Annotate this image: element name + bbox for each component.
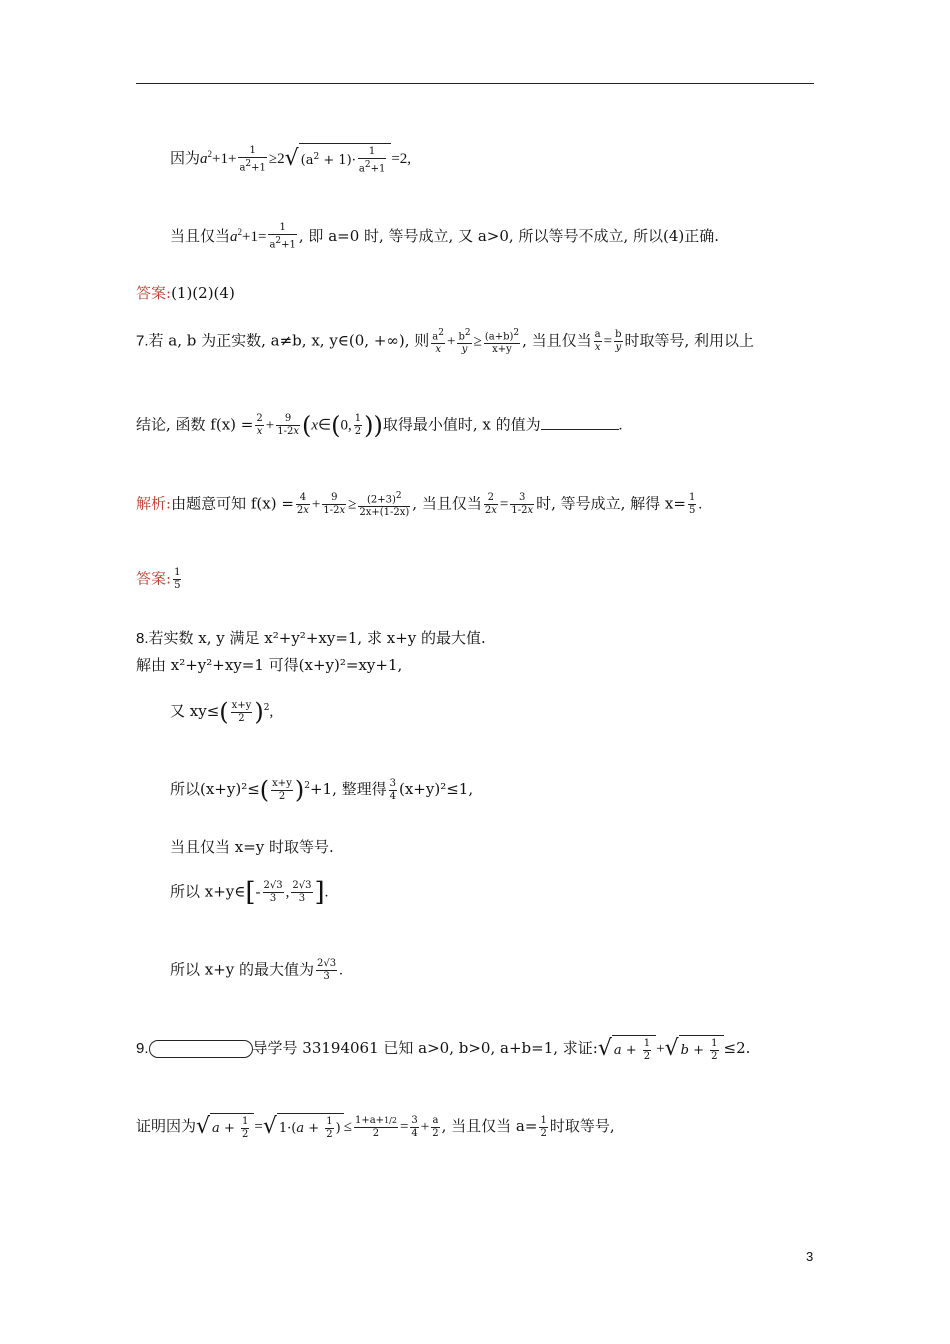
question-number: 7. <box>136 332 149 350</box>
question-9-line-1: 9. 导学号 33194061 已知 a>0, b>0, a+b=1, 求证:√ a + $\frac{1}{2}$ +√ b + $\frac{1}{2}$ ≤2. <box>136 1036 751 1062</box>
guide-badge <box>149 1040 253 1058</box>
question-7-text-c: 时取等号, 利用以上 <box>624 331 755 350</box>
answer-label: 答案: <box>136 284 172 302</box>
question-7-text-b: , 当且仅当 <box>522 331 592 350</box>
text-line-1: 因为$a^2+1+$ $\frac{1}{a^2+1}$ ≥2√ $(a^2 + 1)\cdot$ $\frac{1}{a^2+1}$ =2, <box>170 144 412 175</box>
question-number: 8. <box>136 630 149 647</box>
question-8-text-d: 所以(x+y)²≤ <box>170 780 260 798</box>
page-number: 3 <box>806 1249 814 1264</box>
question-8-line-2 <box>136 655 402 675</box>
answer-label: 答案: <box>136 569 172 588</box>
analysis-text-a: 由题意可知 f(x) = <box>171 494 294 513</box>
text-dangqie: 当且仅当 <box>170 227 231 245</box>
question-8-text-g: 当且仅当 x=y 时取等号. <box>170 838 334 856</box>
question-8-text-b: 解由 x²+y²+xy=1 可得(x+y)²=xy+1, <box>136 656 403 674</box>
answer-7: 答案: $\frac{1}{5}$ <box>136 567 181 591</box>
analysis-label: 解析: <box>136 494 172 513</box>
question-9-text-c: , 当且仅当 a= <box>441 1117 538 1135</box>
analysis-text-c: 时, 等号成立, 解得 x= <box>536 494 686 513</box>
question-number: 9. <box>136 1040 149 1057</box>
analysis-text-b: , 当且仅当 <box>412 494 482 513</box>
text-line-2: 当且仅当$a^2+1=$ $\frac{1}{a^2+1}$ , 即 a=0 时, 等号成立, 又 a>0, 所以等号不成立, 所以(4)正确. <box>170 222 720 251</box>
proof-label: 证明因为 <box>136 1117 197 1135</box>
question-9-text-a: 导学号 33194061 已知 a>0, b>0, a+b=1, 求证: <box>252 1039 598 1057</box>
text-dangqie-tail: , 即 a=0 时, 等号成立, 又 a>0, 所以等号不成立, 所以(4)正确. <box>298 227 720 245</box>
question-9-text-b: ≤2. <box>723 1039 751 1057</box>
question-7-text-a: 若 a, b 为正实数, a≠b, x, y∈(0, +∞), 则 <box>148 331 430 350</box>
question-8-text-i: 所以 x+y 的最大值为 <box>170 960 315 979</box>
question-8-text-h: 所以 x+y∈ <box>170 882 246 901</box>
question-8-text-e: +1, 整理得 <box>309 780 387 798</box>
question-8-line-5 <box>170 837 334 857</box>
question-7-line-2: 结论, 函数 f(x) = $\frac{2}{x}$ + $\frac{9}{1-2x}$ (x∈(0, $\frac{1}{2}$ ))取得最小值时, x 的值为 . <box>136 411 623 440</box>
question-8-line-6: 所以 x+y∈[- $\frac{2√3}{3}$ , $\frac{2√3}{3}$ ]. <box>170 877 329 908</box>
question-8-text-c: 又 xy≤ <box>170 702 220 720</box>
answer-6 <box>136 283 235 303</box>
answer-blank <box>541 429 619 430</box>
question-8-line-4: 所以(x+y)²≤( $\frac{x+y}{2}$ )$^2$+1, 整理得 $\frac{3}{4}$ (x+y)²≤1, <box>170 776 474 804</box>
question-8-text-a: 若实数 x, y 满足 x²+y²+xy=1, 求 x+y 的最大值. <box>148 629 486 647</box>
answer-value: (1)(2)(4) <box>171 284 235 302</box>
question-7-text-e: 取得最小值时, x 的值为 <box>382 415 541 434</box>
question-8-text-f: (x+y)²≤1, <box>398 780 474 798</box>
question-7-line-1: 7.若 a, b 为正实数, a≠b, x, y∈(0, +∞), 则 $\frac{a^2}{x}$ + $\frac{b^2}{y}$ ≥ $\frac{(a+b)^2}{x+y}$ , 当且仅当 $\frac{a}{x}$ = $\frac{b}{y}$ 时取等号, 利用以上 <box>136 328 755 356</box>
question-8-line-3: 又 xy≤( $\frac{x+y}{2}$ )$^2$, <box>170 698 274 726</box>
question-7-text-d: 结论, 函数 f(x) = <box>136 415 254 434</box>
question-9-proof: 证明因为√ a + $\frac{1}{2}$ =√ 1·(a + $\frac{1}{2}$ ) ≤ $\frac{1+a+1/2}{2}$ = $\frac{3}{4}$ + $\frac{a}{2}$ , 当且仅当 a= $\frac{1}{2}$ 时取等号, <box>136 1114 615 1140</box>
analysis-line: 解析:由题意可知 f(x) = $\frac{4}{2x}$ + $\frac{9}{1-2x}$ ≥ $\frac{(2+3)^2}{2x+(1-2x)}$ , 当且仅当 $\frac{2}{2x}$ = $\frac{3}{1-2x}$ 时, 等号成立, 解得 x= $\frac{1}{5}$ . <box>136 491 703 519</box>
question-8-line-1 <box>136 628 486 649</box>
header-rule <box>136 83 814 84</box>
question-9-text-d: 时取等号, <box>549 1117 615 1135</box>
text-yinwei: 因为 <box>170 149 201 168</box>
question-8-line-7: 所以 x+y 的最大值为 $\frac{2√3}{3}$ . <box>170 958 343 982</box>
